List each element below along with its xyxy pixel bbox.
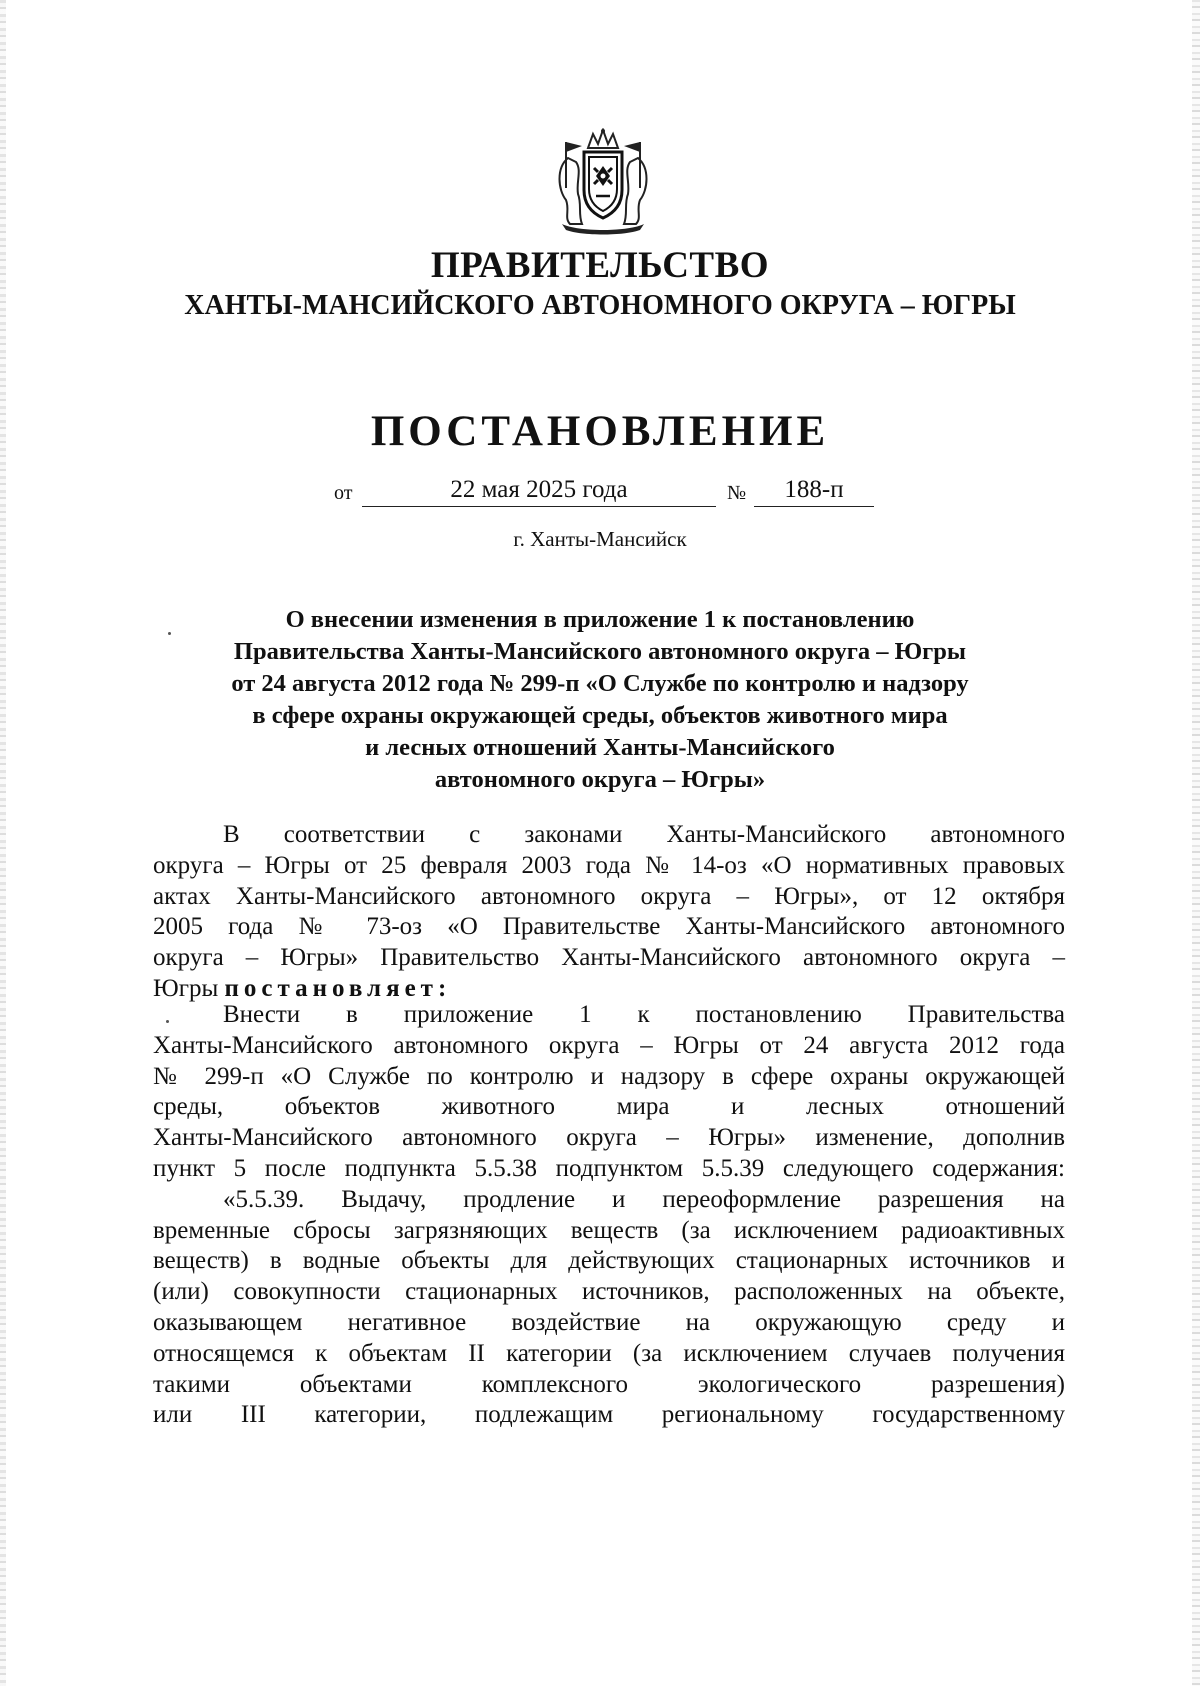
body-line: пункт 5 после подпункта 5.5.38 подпунктом 5.5.39 следующего содержания:	[153, 1154, 1065, 1182]
government-title: ПРАВИТЕЛЬСТВО	[430, 245, 770, 286]
body-line: относящемся к объектам II категории (за исключением случаев получения	[153, 1339, 1065, 1367]
number-label: №	[727, 482, 747, 504]
body-line: среды, объектов животного мира и лесных отношений	[153, 1093, 1065, 1121]
body-line: округа – Югры от 25 февраля 2003 года № 14-оз «О нормативных правовых	[153, 851, 1065, 879]
body-line: (или) совокупности стационарных источников, расположенных на объекте,	[153, 1278, 1065, 1306]
document-date: 22 мая 2025 года	[362, 476, 716, 507]
date-number-line	[334, 476, 874, 510]
body-line: № 299-п «О Службе по контролю и надзору в сфере охраны окружающей	[153, 1062, 1065, 1090]
body-line: оказывающем негативное воздействие на окружающую среду и	[153, 1308, 1065, 1336]
operative-paragraph	[153, 1000, 1065, 1431]
document-number: 188-п	[754, 476, 874, 507]
resolves-word: постановляет:	[224, 974, 452, 1002]
body-line: В соответствии с законами Ханты-Мансийского автономного	[223, 821, 1065, 848]
body-line: 2005 года № 73-оз «О Правительстве Ханты-Мансийского автономного	[153, 913, 1065, 941]
body-line: временные сбросы загрязняющих веществ (за исключением радиоактивных	[153, 1216, 1065, 1244]
heading-line: Правительства Ханты-Мансийского автономного округа – Югры	[233, 638, 967, 665]
document-heading	[150, 604, 1050, 796]
body-line: Ханты-Мансийского автономного округа – Югры от 24 августа 2012 года	[153, 1031, 1065, 1059]
body-line: такими объектами комплексного экологического разрешения)	[153, 1370, 1065, 1398]
region-title: ХАНТЫ-МАНСИЙСКОГО АВТОНОМНОГО ОКРУГА – ЮГРЫ	[184, 290, 1016, 321]
heading-line: от 24 августа 2012 года № 299-п «О Службе по контролю и надзору	[231, 670, 969, 697]
heading-line: автономного округа – Югры»	[434, 766, 766, 793]
body-line: Внести в приложение 1 к постановлению Правительства	[223, 1001, 1065, 1028]
body-line: веществ) в водные объекты для действующих стационарных источников и	[153, 1247, 1065, 1275]
preamble-paragraph	[153, 820, 1065, 1005]
scan-speck	[166, 1020, 169, 1023]
from-label: от	[334, 482, 353, 504]
body-line: актах Ханты-Мансийского автономного округа – Югры», от 12 октября	[153, 882, 1065, 910]
coat-of-arms-icon	[548, 128, 658, 236]
heading-line: О внесении изменения в приложение 1 к постановлению	[285, 606, 915, 633]
document-type: ПОСТАНОВЛЕНИЕ	[370, 408, 830, 455]
body-line: «5.5.39. Выдачу, продление и переоформление разрешения на	[223, 1185, 1065, 1213]
body-line: Ханты-Мансийского автономного округа – Югры» изменение, дополнив	[153, 1124, 1065, 1152]
body-line-prefix: Югры	[153, 974, 219, 1002]
body-line: округа – Югры» Правительство Ханты-Мансийского автономного округа –	[153, 944, 1065, 972]
heading-line: и лесных отношений Ханты-Мансийского	[365, 734, 835, 761]
heading-line: в сфере охраны окружающей среды, объектов животного мира	[252, 702, 948, 729]
scan-speck	[168, 632, 171, 635]
city: г. Ханты-Мансийск	[513, 527, 687, 551]
body-line: или III категории, подлежащим региональному государственному	[153, 1401, 1065, 1429]
